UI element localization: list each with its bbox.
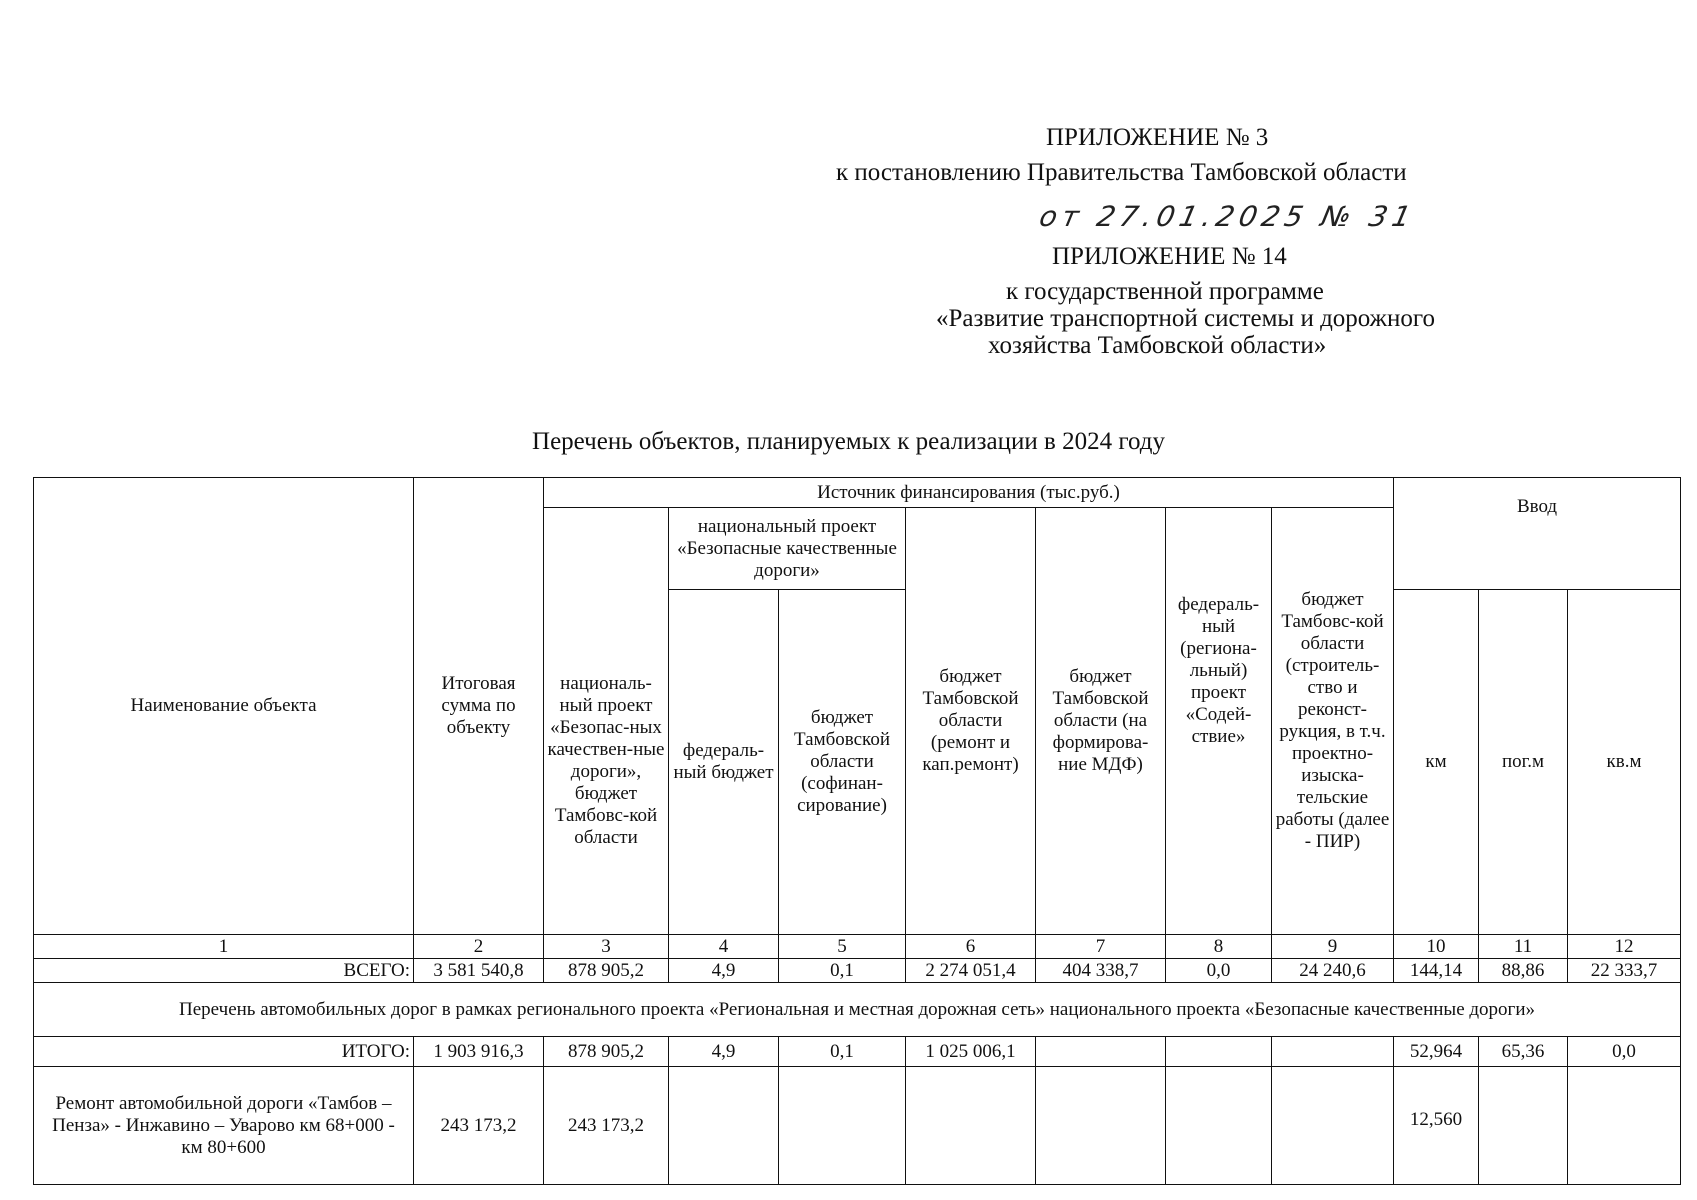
total-label: ВСЕГО: — [34, 959, 414, 983]
appendix14-line2: «Развитие транспортной системы и дорожного — [936, 305, 1435, 332]
objects-table — [33, 477, 1681, 1185]
column-number: 10 — [1394, 935, 1479, 959]
column-numbers-row — [34, 935, 1681, 959]
total-cell: 878 905,2 — [544, 959, 669, 983]
total-cell: 3 581 540,8 — [414, 959, 544, 983]
table-row — [34, 1067, 1681, 1185]
header-col5: бюджет Тамбовской области (софинан-сирование) — [779, 590, 906, 935]
header-np-group: национальный проект «Безопасные качественные дороги» — [669, 508, 906, 590]
total-cell: 2 274 051,4 — [906, 959, 1036, 983]
row-cell: 243 173,2 — [544, 1067, 669, 1185]
total-cell: 0,1 — [779, 959, 906, 983]
subtotal-cell — [1166, 1037, 1272, 1067]
document-title: Перечень объектов, планируемых к реализации в 2024 году — [532, 428, 1165, 455]
subtotal-cell: 878 905,2 — [544, 1037, 669, 1067]
row-cell: 243 173,2 — [414, 1067, 544, 1185]
column-number: 6 — [906, 935, 1036, 959]
total-cell: 88,86 — [1479, 959, 1568, 983]
section-row — [34, 983, 1681, 1037]
header-col12: кв.м — [1568, 590, 1681, 935]
total-row — [34, 959, 1681, 983]
header-total: Итоговая сумма по объекту — [414, 478, 544, 935]
column-number: 8 — [1166, 935, 1272, 959]
row-cell — [1272, 1067, 1394, 1185]
subtotal-cell: 65,36 — [1479, 1037, 1568, 1067]
header-name: Наименование объекта — [34, 478, 414, 935]
column-number: 11 — [1479, 935, 1568, 959]
appendix14-title: ПРИЛОЖЕНИЕ № 14 — [1052, 243, 1287, 270]
row-cell — [906, 1067, 1036, 1185]
header-col9: бюджет Тамбовс-кой области (строитель-ство и реконст-рукция, в т.ч. проектно-изыска-тельские работы (далее - ПИР) — [1272, 508, 1394, 935]
row-cell: 12,560 — [1394, 1067, 1479, 1185]
subtotal-row — [34, 1037, 1681, 1067]
appendix14-line3: хозяйства Тамбовской области» — [988, 332, 1327, 359]
header-col7: бюджет Тамбовской области (на формирова-ние МДФ) — [1036, 508, 1166, 935]
header-col6: бюджет Тамбовской области (ремонт и кап.ремонт) — [906, 508, 1036, 935]
row-cell — [1036, 1067, 1166, 1185]
column-number: 7 — [1036, 935, 1166, 959]
row-cell — [1479, 1067, 1568, 1185]
subtotal-cell: 1 903 916,3 — [414, 1037, 544, 1067]
header-source-group: Источник финансирования (тыс.руб.) — [544, 478, 1394, 508]
header-col11: пог.м — [1479, 590, 1568, 935]
column-number: 1 — [34, 935, 414, 959]
column-number: 2 — [414, 935, 544, 959]
header-col3: националь-ный проект «Безопас-ных качествен-ные дороги», бюджет Тамбовс-кой области — [544, 508, 669, 935]
appendix3-subtitle: к постановлению Правительства Тамбовской области — [836, 159, 1407, 186]
total-cell: 404 338,7 — [1036, 959, 1166, 983]
column-number: 9 — [1272, 935, 1394, 959]
header-col10: км — [1394, 590, 1479, 935]
object-name: Ремонт автомобильной дороги «Тамбов – Пенза» - Инжавино – Уварово км 68+000 - км 80+600 — [34, 1067, 414, 1185]
subtotal-cell: 0,0 — [1568, 1037, 1681, 1067]
header-input-group: Ввод — [1394, 478, 1681, 590]
header-row-1 — [34, 478, 1681, 508]
row-cell — [779, 1067, 906, 1185]
total-cell: 0,0 — [1166, 959, 1272, 983]
row-cell — [669, 1067, 779, 1185]
row-cell — [1568, 1067, 1681, 1185]
row-cell — [1166, 1067, 1272, 1185]
header-col8: федераль-ный (регионa-льный) проект «Содей-ствие» — [1166, 508, 1272, 935]
column-number: 5 — [779, 935, 906, 959]
subtotal-cell: 52,964 — [1394, 1037, 1479, 1067]
section-title: Перечень автомобильных дорог в рамках регионального проекта «Региональная и местная дорожная сеть» национального проекта «Безопасные качественные дороги» — [34, 983, 1681, 1037]
subtotal-cell: 4,9 — [669, 1037, 779, 1067]
header-col4: федераль-ный бюджет — [669, 590, 779, 935]
subtotal-label: ИТОГО: — [34, 1037, 414, 1067]
subtotal-cell: 1 025 006,1 — [906, 1037, 1036, 1067]
column-number: 4 — [669, 935, 779, 959]
appendix3-title: ПРИЛОЖЕНИЕ № 3 — [1046, 124, 1269, 151]
subtotal-cell — [1036, 1037, 1166, 1067]
total-cell: 22 333,7 — [1568, 959, 1681, 983]
subtotal-cell — [1272, 1037, 1394, 1067]
subtotal-cell: 0,1 — [779, 1037, 906, 1067]
column-number: 12 — [1568, 935, 1681, 959]
total-cell: 4,9 — [669, 959, 779, 983]
total-cell: 24 240,6 — [1272, 959, 1394, 983]
appendix14-line1: к государственной программе — [1006, 278, 1324, 305]
handwritten-date-number: от 27.01.2025 № 31 — [1036, 200, 1419, 233]
column-number: 3 — [544, 935, 669, 959]
total-cell: 144,14 — [1394, 959, 1479, 983]
